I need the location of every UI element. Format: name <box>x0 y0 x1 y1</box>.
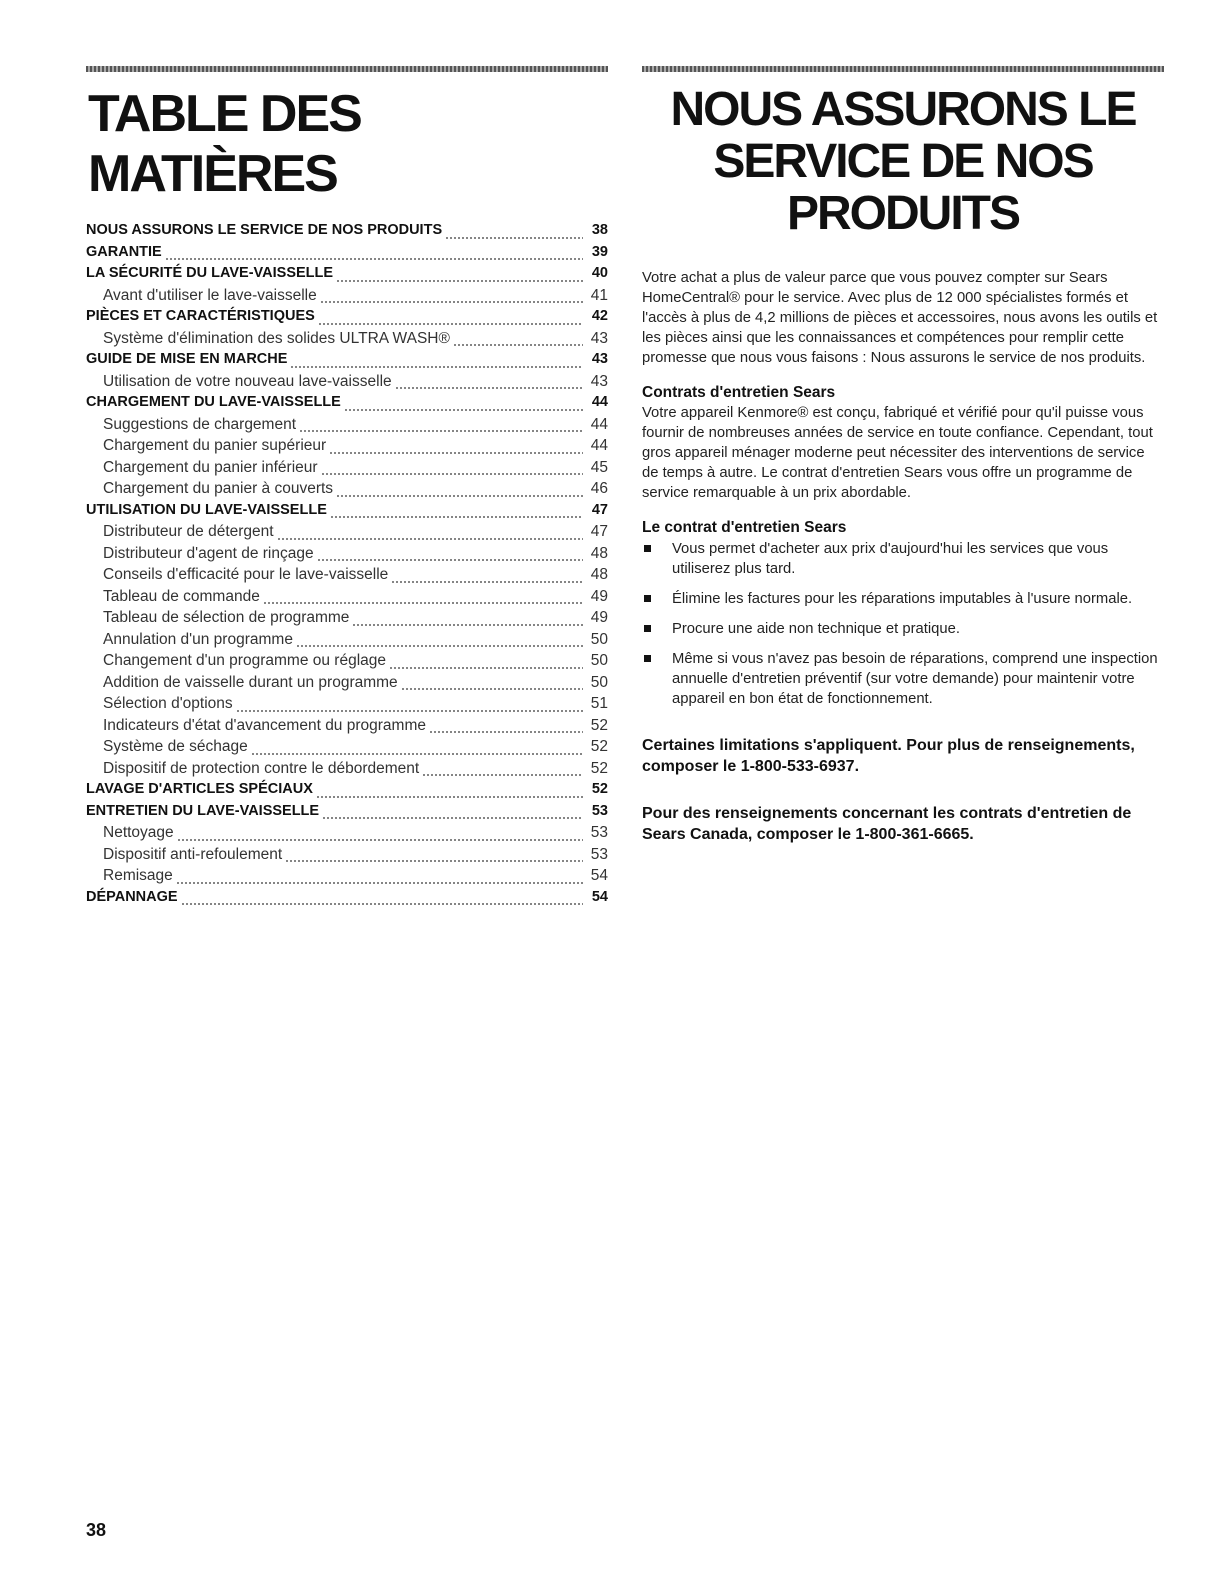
toc-leader-dots <box>290 366 583 368</box>
toc-entry-page: 47 <box>591 501 608 518</box>
toc-title: TABLE DES MATIÈRES <box>88 85 361 203</box>
toc-entry-page: 54 <box>590 867 608 884</box>
toc-entry-page: 42 <box>591 308 608 324</box>
list-item-text: Élimine les factures pour les réparations imputables à l'usure normale. <box>672 591 1133 607</box>
toc-entry-page: 46 <box>590 480 608 497</box>
toc-entry-page: 53 <box>590 845 608 863</box>
toc-entry-label: Dispositif anti-refoulement <box>103 845 283 863</box>
limitations-note: Certaines limitations s'appliquent. Pour plus de renseignements, composer le 1-800-533-6937. <box>642 737 1135 775</box>
toc-entry-page: 39 <box>591 243 608 260</box>
service-intro: Votre achat a plus de valeur parce que vous pouvez compter sur Sears HomeCentral® pour le service. Avec plus de 12 000 spécialistes formés et l'accès à plus de 4,2 millions de pièces et accessoires, nous avons les outils et les pièces ainsi que les connaissances et compétences pour remplir cette promesse que nous vous faisons : Nous assurons le service de nos produits. <box>642 270 1158 366</box>
toc-entry-label: Addition de vaisselle durant un programme <box>103 673 398 691</box>
toc-entry-page: 53 <box>590 824 608 841</box>
toc-leader-dots <box>429 731 583 733</box>
toc-leader-dots <box>352 624 583 626</box>
toc-entry <box>86 351 608 373</box>
toc-entry-label: ENTRETIEN DU LAVE-VAISSELLE <box>86 802 320 819</box>
toc-leader-dots <box>285 860 583 862</box>
toc-entry-label: Distributeur d'agent de rinçage <box>103 544 314 562</box>
toc-entry-page: 49 <box>590 587 608 605</box>
toc-entry <box>86 437 608 459</box>
toc-entry <box>86 330 608 352</box>
toc-leader-dots <box>263 602 583 604</box>
toc-leader-dots <box>236 710 583 712</box>
header-rule-left <box>86 66 608 72</box>
toc-entry-page: 44 <box>590 415 608 433</box>
toc-leader-dots <box>321 473 583 475</box>
toc-leader-dots <box>251 753 583 755</box>
toc-entry <box>86 738 608 760</box>
toc-entry-label: PIÈCES ET CARACTÉRISTIQUES <box>86 308 315 324</box>
toc-entry-page: 43 <box>590 329 608 347</box>
toc-entry-label: Chargement du panier supérieur <box>103 437 327 454</box>
toc-entry <box>86 222 608 244</box>
toc-leader-dots <box>296 645 583 647</box>
toc-leader-dots <box>317 559 583 561</box>
toc-entry <box>86 394 608 416</box>
toc-entry-page: 44 <box>591 394 608 410</box>
toc-entry-label: LAVAGE D'ARTICLES SPÉCIAUX <box>86 781 313 797</box>
toc-entry-page: 50 <box>590 652 608 669</box>
toc-leader-dots <box>344 409 583 411</box>
toc-leader-dots <box>453 344 583 346</box>
toc-entry <box>86 803 608 825</box>
bullet-square-icon <box>644 625 651 632</box>
toc-entry-label: Chargement du panier à couverts <box>103 480 334 497</box>
toc-list <box>86 222 608 910</box>
toc-entry <box>86 545 608 567</box>
toc-entry-page: 50 <box>590 630 608 648</box>
bullet-square-icon <box>644 545 651 552</box>
page-number: 38 <box>86 1520 107 1540</box>
toc-leader-dots <box>316 796 583 798</box>
toc-entry-label: Système de séchage <box>103 738 248 755</box>
toc-entry <box>86 502 608 524</box>
toc-leader-dots <box>391 581 583 583</box>
list-item-text: Procure une aide non technique et pratique. <box>672 621 960 637</box>
toc-leader-dots <box>336 280 583 282</box>
toc-entry <box>86 824 608 846</box>
toc-entry-label: Suggestions de chargement <box>103 415 297 433</box>
header-rule-right <box>642 66 1164 72</box>
toc-entry <box>86 652 608 674</box>
toc-entry-label: Tableau de commande <box>103 587 260 605</box>
list-item <box>642 589 1164 609</box>
toc-entry-page: 41 <box>590 286 608 304</box>
toc-entry-label: Tableau de sélection de programme <box>103 609 350 626</box>
toc-entry <box>86 781 608 803</box>
toc-entry-page: 45 <box>590 458 608 476</box>
toc-entry-page: 48 <box>590 544 608 562</box>
toc-leader-dots <box>422 774 583 776</box>
toc-entry-page: 44 <box>590 437 608 454</box>
toc-leader-dots <box>329 452 583 454</box>
toc-entry-label: Changement d'un programme ou réglage <box>103 652 386 669</box>
toc-entry-label: Distributeur de détergent <box>103 523 274 540</box>
toc-entry-page: 47 <box>590 523 608 540</box>
toc-entry-label: Chargement du panier inférieur <box>103 458 318 476</box>
toc-entry-label: GARANTIE <box>86 243 162 260</box>
contracts-text: Votre appareil Kenmore® est conçu, fabriqué et vérifié pour qu'il puisse vous fournir de nombreuses années de service en toute confiance. Cependant, tout gros appareil ménager moderne peut nécessiter des interventions de service de temps à autre. Le contrat d'entretien Sears vous offre un programme de service remarquable à un prix abordable. <box>642 405 1153 501</box>
toc-entry-page: 48 <box>590 566 608 583</box>
toc-entry-page: 53 <box>591 802 608 819</box>
toc-entry-label: Conseils d'efficacité pour le lave-vaisselle <box>103 566 389 583</box>
toc-entry-page: 51 <box>590 695 608 712</box>
toc-leader-dots <box>401 688 583 690</box>
service-title <box>642 84 1164 240</box>
toc-entry-page: 40 <box>591 265 608 281</box>
bullet-square-icon <box>644 595 651 602</box>
toc-leader-dots <box>176 882 583 884</box>
canada-note: Pour des renseignements concernant les contrats d'entretien de Sears Canada, composer le 1-800-361-6665. <box>642 805 1132 843</box>
toc-entry-label: Nettoyage <box>103 824 174 841</box>
toc-leader-dots <box>277 538 583 540</box>
toc-leader-dots <box>299 430 583 432</box>
toc-entry-label: Sélection d'options <box>103 695 233 712</box>
toc-entry-page: 43 <box>590 372 608 390</box>
toc-entry-label: CHARGEMENT DU LAVE-VAISSELLE <box>86 394 341 410</box>
toc-entry <box>86 760 608 782</box>
toc-entry-label: Annulation d'un programme <box>103 630 293 648</box>
toc-column <box>86 0 608 910</box>
toc-entry <box>86 566 608 588</box>
toc-entry-page: 54 <box>591 888 608 905</box>
contract-heading: Le contrat d'entretien Sears <box>642 519 847 536</box>
toc-entry-label: LA SÉCURITÉ DU LAVE-VAISSELLE <box>86 265 334 281</box>
contracts-heading: Contrats d'entretien Sears <box>642 384 836 401</box>
toc-entry-page: 52 <box>590 759 608 777</box>
toc-entry <box>86 889 608 911</box>
toc-leader-dots <box>395 387 583 389</box>
toc-entry-label: Indicateurs d'état d'avancement du programme <box>103 716 426 734</box>
toc-leader-dots <box>322 817 583 819</box>
list-item <box>642 649 1164 709</box>
toc-entry-label: NOUS ASSURONS LE SERVICE DE NOS PRODUITS <box>86 222 443 238</box>
toc-entry <box>86 867 608 889</box>
toc-entry-label: Utilisation de votre nouveau lave-vaisselle <box>103 372 392 390</box>
toc-leader-dots <box>445 237 583 239</box>
toc-entry-label: Dispositif de protection contre le débordement <box>103 759 420 777</box>
toc-leader-dots <box>320 301 583 303</box>
service-title-text: NOUS ASSURONS LE SERVICE DE NOS PRODUITS <box>670 83 1136 240</box>
toc-entry <box>86 459 608 481</box>
list-item-text: Vous permet d'acheter aux prix d'aujourd'hui les services que vous utiliserez plus tard. <box>672 541 1109 577</box>
toc-entry <box>86 480 608 502</box>
toc-entry-page: 43 <box>591 351 608 367</box>
toc-entry <box>86 416 608 438</box>
toc-entry-page: 38 <box>591 222 608 238</box>
toc-leader-dots <box>318 323 583 325</box>
toc-leader-dots <box>177 839 583 841</box>
toc-entry-label: Remisage <box>103 867 173 884</box>
toc-entry <box>86 287 608 309</box>
toc-entry-page: 49 <box>590 609 608 626</box>
toc-entry-label: DÉPANNAGE <box>86 888 178 905</box>
toc-entry <box>86 717 608 739</box>
toc-entry-page: 52 <box>590 716 608 734</box>
toc-entry <box>86 674 608 696</box>
toc-entry-page: 52 <box>591 781 608 797</box>
toc-entry <box>86 588 608 610</box>
toc-entry <box>86 373 608 395</box>
toc-leader-dots <box>165 258 583 260</box>
toc-leader-dots <box>389 667 583 669</box>
toc-entry-label: Avant d'utiliser le lave-vaisselle <box>103 286 317 304</box>
toc-entry <box>86 244 608 266</box>
toc-entry-label: UTILISATION DU LAVE-VAISSELLE <box>86 501 327 518</box>
toc-entry <box>86 695 608 717</box>
service-column <box>642 0 1164 845</box>
toc-entry-page: 52 <box>590 738 608 755</box>
toc-entry <box>86 631 608 653</box>
toc-entry-page: 50 <box>590 673 608 691</box>
toc-leader-dots <box>181 903 583 905</box>
toc-entry <box>86 265 608 287</box>
toc-entry <box>86 308 608 330</box>
toc-entry <box>86 523 608 545</box>
toc-leader-dots <box>330 516 583 518</box>
toc-entry-label: Système d'élimination des solides ULTRA WASH® <box>103 329 450 347</box>
list-item <box>642 539 1164 579</box>
toc-entry-label: GUIDE DE MISE EN MARCHE <box>86 351 288 367</box>
toc-leader-dots <box>336 495 583 497</box>
list-item-text: Même si vous n'avez pas besoin de réparations, comprend une inspection annuelle d'entretien préventif (sur votre demande) pour maintenir votre appareil en bon état de fonctionnement. <box>672 651 1158 707</box>
list-item <box>642 619 1164 639</box>
toc-entry <box>86 846 608 868</box>
bullet-square-icon <box>644 655 651 662</box>
toc-entry <box>86 609 608 631</box>
contract-benefits-list <box>642 539 1164 709</box>
